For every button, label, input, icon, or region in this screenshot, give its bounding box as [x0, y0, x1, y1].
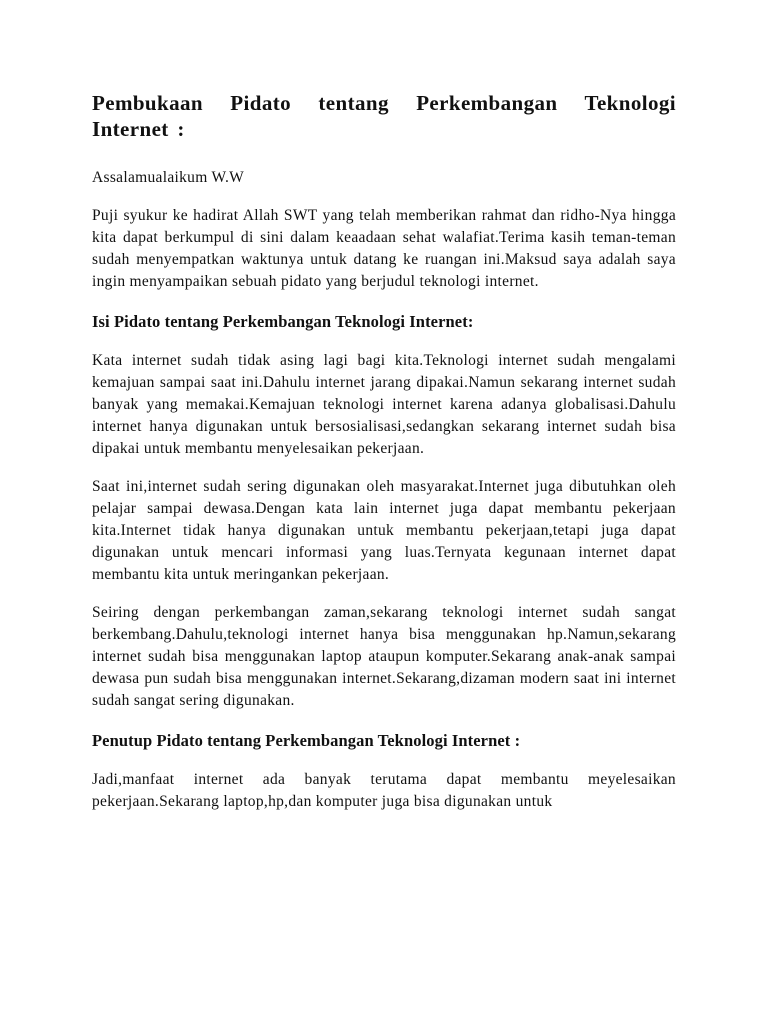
closing-heading: Penutup Pidato tentang Perkembangan Teknologi Internet : [92, 731, 521, 750]
content-heading: Isi Pidato tentang Perkembangan Teknologi Internet: [92, 312, 474, 331]
document-page [92, 90, 676, 813]
greeting-line: Assalamualaikum W.W [92, 169, 245, 186]
closing-paragraph: Jadi,manfaat internet ada banyak terutama dapat membantu meyelesaikan pekerjaan.Sekarang laptop,hp,dan komputer juga bisa digunakan untuk [92, 771, 676, 810]
content-paragraph-1: Kata internet sudah tidak asing lagi bagi kita.Teknologi internet sudah mengalami kemajuan sampai saat ini.Dahulu internet jarang dipakai.Namun sekarang internet sudah banyak yang memakai.Kemajuan teknologi internet karena adanya globalisasi.Dahulu internet hanya digunakan untuk bersosialisasi,sedangkan sekarang internet sudah bisa dipakai untuk membantu menyelesaikan pekerjaan. [92, 352, 676, 457]
document-title: Pembukaan Pidato tentang Perkembangan Teknologi Internet : [92, 91, 676, 141]
content-paragraph-2: Saat ini,internet sudah sering digunakan oleh masyarakat.Internet juga dibutuhkan oleh pelajar sampai dewasa.Dengan kata lain internet juga dapat membantu pekerjaan kita.Internet tidak hanya digunakan untuk membantu pekerjaan,tetapi juga dapat digunakan untuk mencari informasi yang luas.Ternyata kegunaan internet dapat membantu kita untuk meringankan pekerjaan. [92, 478, 676, 583]
opening-paragraph: Puji syukur ke hadirat Allah SWT yang telah memberikan rahmat dan ridho-Nya hingga kita dapat berkumpul di sini dalam keaadaan sehat walafiat.Terima kasih teman-teman sudah menyempatkan waktunya untuk datang ke ruangan ini.Maksud saya adalah saya ingin menyampaikan sebuah pidato yang berjudul teknologi internet. [92, 207, 676, 290]
content-paragraph-3: Seiring dengan perkembangan zaman,sekarang teknologi internet sudah sangat berkembang.Dahulu,teknologi internet hanya bisa menggunakan hp.Namun,sekarang internet sudah bisa menggunakan laptop ataupun komputer.Sekarang anak-anak sampai dewasa pun sudah bisa menggunakan internet.Sekarang,dizaman modern saat ini internet sudah sangat sering digunakan. [92, 604, 676, 709]
